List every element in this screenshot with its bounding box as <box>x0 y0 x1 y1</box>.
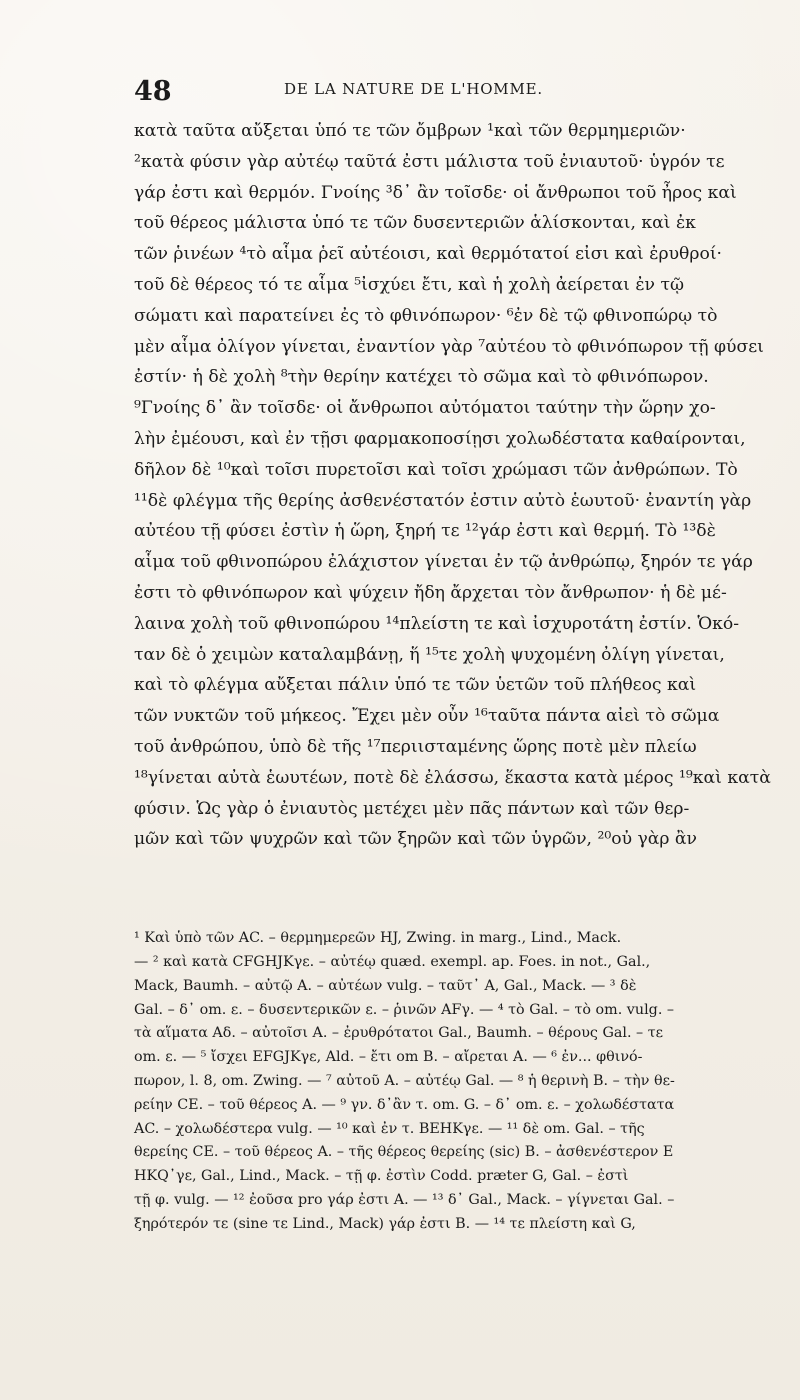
running-head <box>104 72 760 107</box>
main-text-line: τοῦ θέρεος μάλιστα ὑπό τε τῶν δυσεντεριῶν ἁλίσκονται, καὶ ἐκ <box>134 213 696 234</box>
footnote-line: ¹ Καὶ ὑπὸ τῶν AC. – θερμημερεῶν HJ, Zwing. in marg., Lind., Mack. <box>134 930 622 947</box>
main-text-line: γάρ ἐστι καὶ θερμόν. Γνοίης ³δ᾽ ἂν τοῖσδε· οἱ ἄνθρωποι τοῦ ἦρος καὶ <box>134 182 737 203</box>
footnote-line: Mack, Baumh. – αὐτῷ A. – αὐτέων vulg. – ταῦτ᾽ A, Gal., Mack. — ³ δὲ <box>134 977 637 994</box>
page-number: 48 <box>134 76 172 107</box>
footnote-line: — ² καὶ κατὰ CFGHJKγε. – αὐτέῳ quæd. exempl. ap. Foes. in not., Gal., <box>134 953 651 970</box>
main-text-line: ταν δὲ ὁ χειμὼν καταλαμβάνῃ, ἥ ¹⁵τε χολὴ ψυχομένη ὀλίγη γίνεται, <box>134 644 725 665</box>
main-text-line: τοῦ δὲ θέρεος τό τε αἷμα ⁵ἰσχύει ἔτι, καὶ ἡ χολὴ ἀείρεται ἐν τῷ <box>134 274 684 295</box>
main-text-line: λαινα χολὴ τοῦ φθινοπώρου ¹⁴πλείστη τε καὶ ἰσχυροτάτη ἐστίν. Ὁκό- <box>134 613 739 634</box>
main-text-line: αὐτέου τῇ φύσει ἐστὶν ἡ ὥρη, ξηρή τε ¹²γάρ ἐστι καὶ θερμή. Τὸ ¹³δὲ <box>134 521 716 542</box>
footnote-line: τῇ φ. vulg. — ¹² ἐοῦσα pro γάρ ἐστι A. — ¹³ δ᾽ Gal., Mack. – γίγνεται Gal. – <box>134 1191 675 1208</box>
footnote-line: πωρον, l. 8, om. Zwing. — ⁷ αὐτοῦ A. – αὐτέῳ Gal. — ⁸ ἡ θερινὴ B. – τὴν θε- <box>134 1072 675 1089</box>
main-text-line: ²κατὰ φύσιν γὰρ αὐτέῳ ταῦτά ἐστι μάλιστα τοῦ ἐνιαυτοῦ· ὑγρόν τε <box>134 151 725 172</box>
main-text-line: ¹⁸γίνεται αὐτὰ ἑωυτέων, ποτὲ δὲ ἐλάσσω, ἕκαστα κατὰ μέρος ¹⁹καὶ κατὰ <box>134 767 771 788</box>
main-text-line: σώματι καὶ παρατείνει ἐς τὸ φθινόπωρον· ⁶ἐν δὲ τῷ φθινοπώρῳ τὸ <box>134 305 718 326</box>
footnote-line: om. ε. — ⁵ ἴσχει EFGJKγε, Ald. – ἔτι om B. – αἴρεται A. — ⁶ ἐν... φθινό- <box>134 1049 643 1066</box>
main-text-line: ἐστι τὸ φθινόπωρον καὶ ψύχειν ἤδη ἄρχεται τὸν ἄνθρωπον· ἡ δὲ μέ- <box>134 582 727 603</box>
main-text <box>104 116 771 855</box>
footnote-line: Gal. – δ᾽ om. ε. – δυσεντερικῶν ε. – ῥινῶν AFγ. — ⁴ τὸ Gal. – τὸ om. vulg. – <box>134 1001 675 1018</box>
main-text-line: τῶν ῥινέων ⁴τὸ αἷμα ῥεῖ αὐτέοισι, καὶ θερμότατοί εἰσι καὶ ἐρυθροί· <box>134 244 723 265</box>
main-text-line: φύσιν. Ὡς γὰρ ὁ ἐνιαυτὸς μετέχει μὲν πᾶς πάντων καὶ τῶν θερ- <box>134 798 690 819</box>
main-text-line: δῆλον δὲ ¹⁰καὶ τοῖσι πυρετοῖσι καὶ τοῖσι χρώμασι τῶν ἀνθρώπων. Τὸ <box>134 459 738 480</box>
main-text-line: μὲν αἷμα ὀλίγον γίνεται, ἐναντίον γὰρ ⁷αὐτέου τὸ φθινόπωρον τῇ φύσει <box>134 336 764 357</box>
main-text-line: μῶν καὶ τῶν ψυχρῶν καὶ τῶν ξηρῶν καὶ τῶν ὑγρῶν, ²⁰οὐ γὰρ ἂν <box>134 829 697 850</box>
running-title: DE LA NATURE DE L'HOMME. <box>284 80 543 98</box>
footnote-line: ξηρότερόν τε (sine τε Lind., Mack) γάρ ἐστι B. — ¹⁴ τε πλείστη καὶ G, <box>134 1215 636 1232</box>
footnote-line: HKQ᾽γε, Gal., Lind., Mack. – τῇ φ. ἐστὶν Codd. præter G, Gal. – ἐστὶ <box>134 1168 629 1185</box>
main-text-line: λὴν ἐμέουσι, καὶ ἐν τῇσι φαρμακοποσίῃσι χολωδέστατα καθαίρονται, <box>134 428 746 449</box>
main-text-line: ¹¹δὲ φλέγμα τῆς θερίης ἀσθενέστατόν ἐστιν αὐτὸ ἑωυτοῦ· ἐναντίη γὰρ <box>134 490 752 511</box>
main-text-line: τῶν νυκτῶν τοῦ μήκεος. Ἔχει μὲν οὖν ¹⁶ταῦτα πάντα αἰεὶ τὸ σῶμα <box>134 706 720 727</box>
footnotes <box>104 927 760 1236</box>
main-text-line: τοῦ ἀνθρώπου, ὑπὸ δὲ τῆς ¹⁷περιισταμένης ὥρης ποτὲ μὲν πλείω <box>134 736 697 757</box>
footnote-line: AC. – χολωδέστερα vulg. — ¹⁰ καὶ ἐν τ. BEHKγε. — ¹¹ δὲ om. Gal. – τῆς <box>134 1120 645 1137</box>
main-text-line: ⁹Γνοίης δ᾽ ἂν τοῖσδε· οἱ ἄνθρωποι αὐτόματοι ταύτην τὴν ὥρην χο- <box>134 398 716 419</box>
footnote-line: τὰ αἵματα Αδ. – αὐτοῖσι A. – ἐρυθρότατοι Gal., Baumh. – θέρους Gal. – τε <box>134 1025 664 1042</box>
main-text-line: κατὰ ταῦτα αὔξεται ὑπό τε τῶν ὄμβρων ¹καὶ τῶν θερμημεριῶν· <box>134 121 686 141</box>
main-text-line: καὶ τὸ φλέγμα αὔξεται πάλιν ὑπό τε τῶν ὑετῶν τοῦ πλήθεος καὶ <box>134 675 697 696</box>
main-text-line: αἷμα τοῦ φθινοπώρου ἐλάχιστον γίνεται ἐν τῷ ἀνθρώπῳ, ξηρόν τε γάρ <box>134 552 753 573</box>
main-text-line: ἐστίν· ἡ δὲ χολὴ ⁸τὴν θερίην κατέχει τὸ σῶμα καὶ τὸ φθινόπωρον. <box>134 367 709 388</box>
footnote-line: ρείην CE. – τοῦ θέρεος A. — ⁹ γν. δ᾽ἂν τ. om. G. – δ᾽ om. ε. – χολωδέστατα <box>134 1096 675 1113</box>
footnote-line: θερείης CE. – τοῦ θέρεος A. – τῆς θέρεος θερείης (sic) B. – ἀσθενέστερον E <box>134 1144 674 1161</box>
